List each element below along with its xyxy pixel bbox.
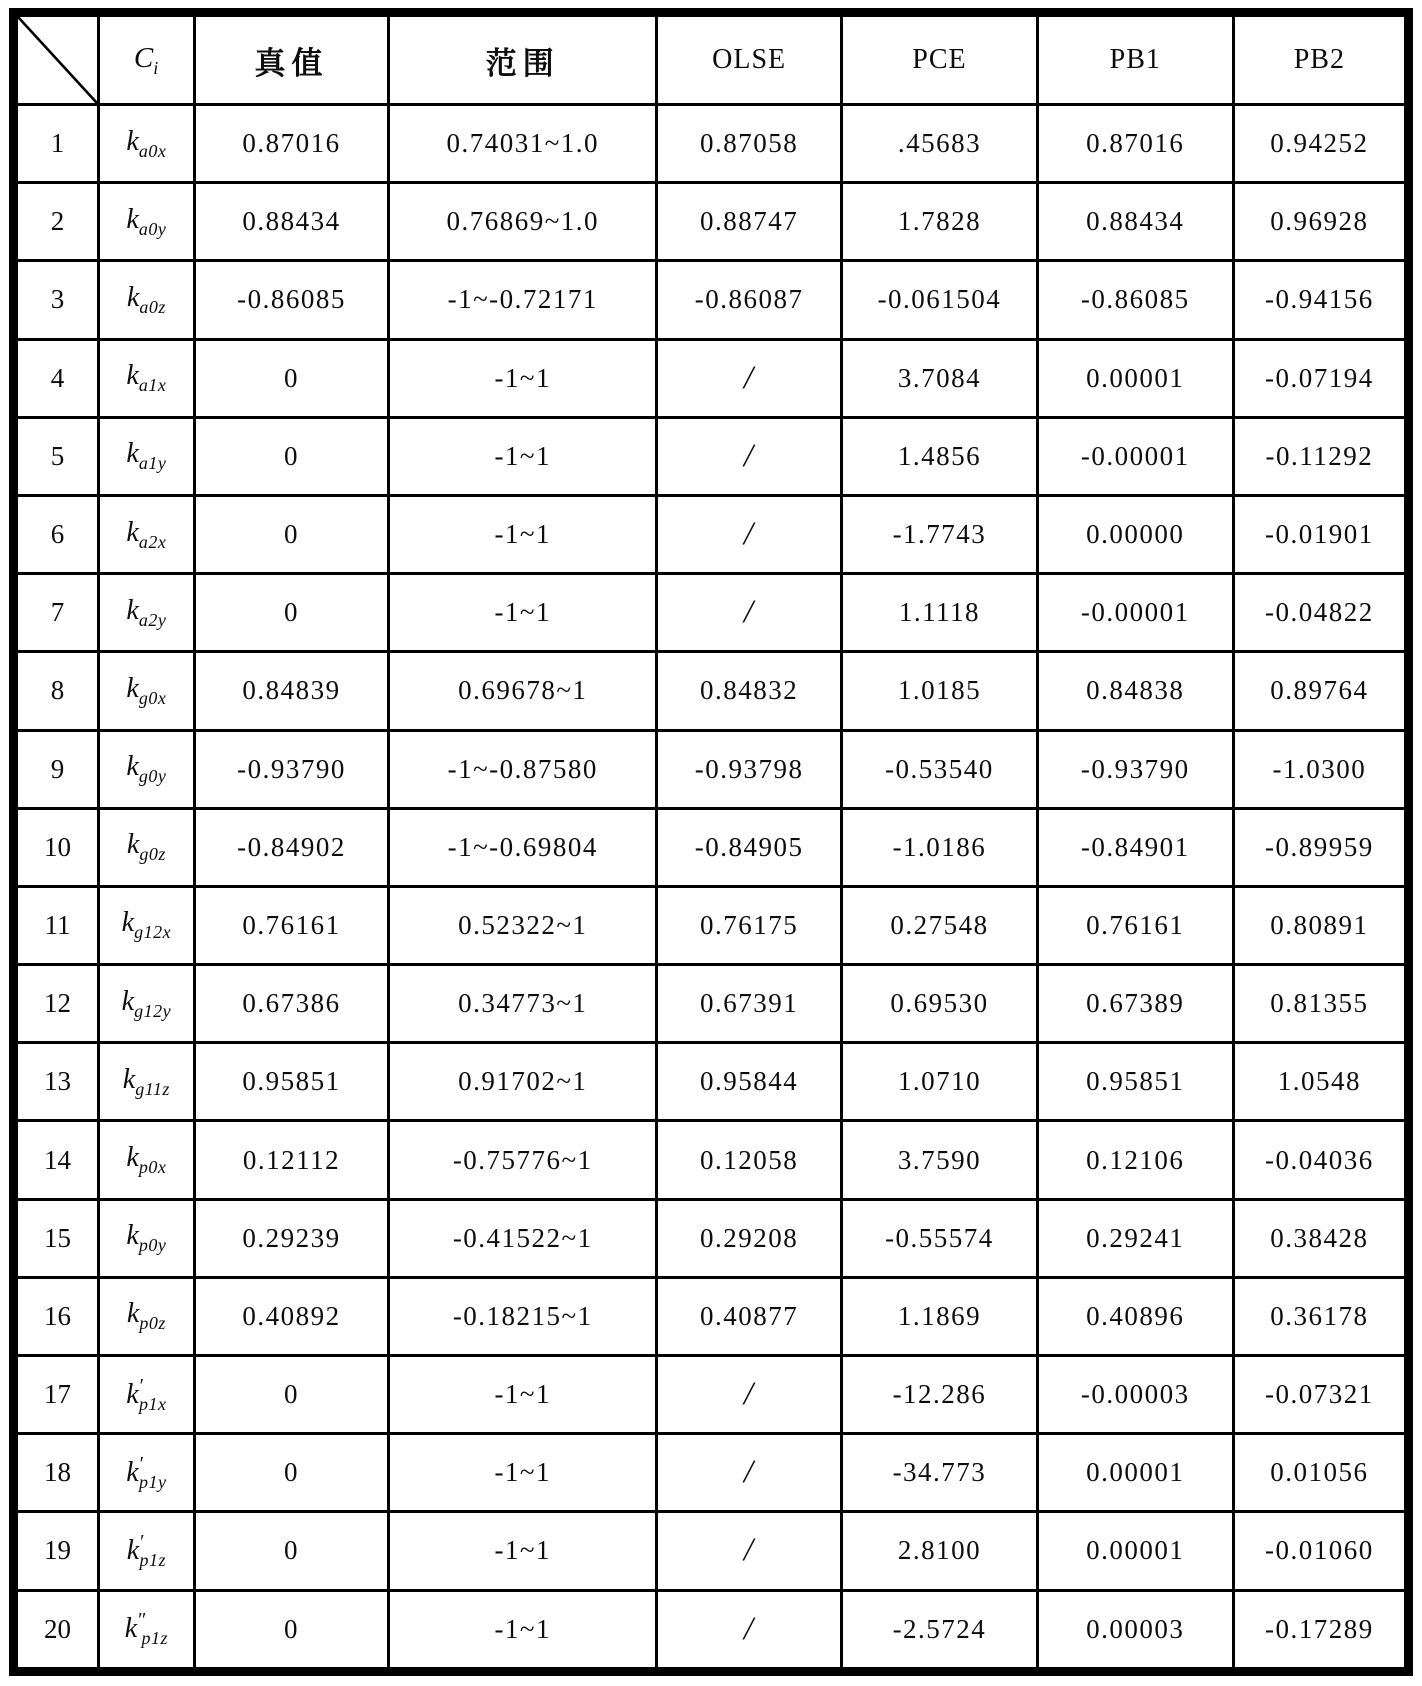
cell-pb2: 0.01056 [1233, 1434, 1405, 1512]
table-body [17, 105, 1406, 1669]
table-row [17, 886, 1406, 964]
cell-range: 0.34773~1 [389, 965, 657, 1043]
cell-range: -1~1 [389, 1434, 657, 1512]
row-number: 16 [17, 1277, 99, 1355]
cell-pb1: -0.93790 [1037, 730, 1233, 808]
cell-pb1: 0.29241 [1037, 1199, 1233, 1277]
row-number: 10 [17, 808, 99, 886]
cell-olse: 0.67391 [657, 965, 842, 1043]
cell-range: 0.76869~1.0 [389, 183, 657, 261]
table-row [17, 495, 1406, 573]
table-row [17, 1199, 1406, 1277]
cell-olse: / [657, 495, 842, 573]
cell-pce: -0.55574 [842, 1199, 1038, 1277]
cell-pce: 0.69530 [842, 965, 1038, 1043]
cell-pce: 0.27548 [842, 886, 1038, 964]
coefficient-symbol: $k_{a0y}$ [98, 183, 194, 261]
coefficient-symbol: $k_{g11z}$ [98, 1043, 194, 1121]
cell-true-value: 0.88434 [194, 183, 388, 261]
cell-pb1: -0.86085 [1037, 261, 1233, 339]
cell-pb1: 0.00001 [1037, 1512, 1233, 1590]
cell-pce: -0.061504 [842, 261, 1038, 339]
table-row [17, 1043, 1406, 1121]
cell-pce: -12.286 [842, 1356, 1038, 1434]
cell-pce: 2.8100 [842, 1512, 1038, 1590]
cell-pb1: -0.84901 [1037, 808, 1233, 886]
row-number: 11 [17, 886, 99, 964]
col-header-ci [98, 16, 194, 105]
coefficient-symbol: $k_{a0x}$ [98, 105, 194, 183]
cell-range: -1~1 [389, 1512, 657, 1590]
cell-pce: -2.5724 [842, 1590, 1038, 1668]
coefficient-symbol: $k_{g0y}$ [98, 730, 194, 808]
cell-range: 0.91702~1 [389, 1043, 657, 1121]
table-row [17, 417, 1406, 495]
coefficient-symbol: $k_{a2x}$ [98, 495, 194, 573]
row-number: 13 [17, 1043, 99, 1121]
cell-range: -1~-0.72171 [389, 261, 657, 339]
cell-true-value: 0.84839 [194, 652, 388, 730]
cell-pb2: -0.17289 [1233, 1590, 1405, 1668]
cell-pb1: 0.76161 [1037, 886, 1233, 964]
cell-pce: -0.53540 [842, 730, 1038, 808]
cell-pb2: 0.38428 [1233, 1199, 1405, 1277]
cell-true-value: 0 [194, 1590, 388, 1668]
col-header-pb1: PB1 [1037, 16, 1233, 105]
coefficient-symbol: $k_{g0x}$ [98, 652, 194, 730]
cell-olse: 0.76175 [657, 886, 842, 964]
cell-true-value: 0 [194, 1434, 388, 1512]
cell-pb1: 0.00003 [1037, 1590, 1233, 1668]
cell-true-value: -0.93790 [194, 730, 388, 808]
ci-base: C [133, 41, 154, 74]
col-header-range: 范围 [389, 16, 657, 105]
cell-pb2: -0.07194 [1233, 339, 1405, 417]
table-row [17, 183, 1406, 261]
cell-pb2: 0.81355 [1233, 965, 1405, 1043]
cell-olse: 0.29208 [657, 1199, 842, 1277]
cell-pb1: -0.00003 [1037, 1356, 1233, 1434]
coefficient-symbol: $k_{p0z}$ [98, 1277, 194, 1355]
diagonal-line-icon [18, 17, 97, 103]
cell-true-value: 0 [194, 339, 388, 417]
cell-pb1: 0.00000 [1037, 495, 1233, 573]
col-header-pce: PCE [842, 16, 1038, 105]
cell-pb2: 1.0548 [1233, 1043, 1405, 1121]
cell-true-value: 0.40892 [194, 1277, 388, 1355]
cell-true-value: 0 [194, 574, 388, 652]
row-number: 2 [17, 183, 99, 261]
cell-true-value: 0.67386 [194, 965, 388, 1043]
table-row [17, 652, 1406, 730]
cell-true-value: 0 [194, 495, 388, 573]
row-number: 19 [17, 1512, 99, 1590]
row-number: 15 [17, 1199, 99, 1277]
cell-true-value: 0.87016 [194, 105, 388, 183]
cell-pb1: 0.67389 [1037, 965, 1233, 1043]
table-row [17, 965, 1406, 1043]
cell-pb2: -1.0300 [1233, 730, 1405, 808]
cell-true-value: 0 [194, 1512, 388, 1590]
row-number: 18 [17, 1434, 99, 1512]
cell-olse: / [657, 574, 842, 652]
coefficient-symbol: $k_{p0y}$ [98, 1199, 194, 1277]
cell-true-value: 0.76161 [194, 886, 388, 964]
corner-cell [17, 16, 99, 105]
cell-pb1: 0.84838 [1037, 652, 1233, 730]
cell-pb1: 0.95851 [1037, 1043, 1233, 1121]
row-number: 14 [17, 1121, 99, 1199]
cell-range: 0.69678~1 [389, 652, 657, 730]
cell-olse: 0.84832 [657, 652, 842, 730]
cell-pb2: 0.36178 [1233, 1277, 1405, 1355]
col-header-pb2: PB2 [1233, 16, 1405, 105]
coefficient-symbol: $k'_{p1y}$ [98, 1434, 194, 1512]
coefficient-symbol: $k_{a0z}$ [98, 261, 194, 339]
cell-pb2: 0.96928 [1233, 183, 1405, 261]
cell-range: -1~1 [389, 417, 657, 495]
col-header-true-value: 真值 [194, 16, 388, 105]
cell-pb2: -0.01060 [1233, 1512, 1405, 1590]
cell-range: -0.75776~1 [389, 1121, 657, 1199]
cell-olse: / [657, 1434, 842, 1512]
coefficient-symbol: $k_{g0z}$ [98, 808, 194, 886]
coefficient-table-frame [9, 8, 1413, 1676]
row-number: 3 [17, 261, 99, 339]
cell-pb2: 0.94252 [1233, 105, 1405, 183]
table-row [17, 1277, 1406, 1355]
table-row [17, 261, 1406, 339]
cell-pce: 1.0185 [842, 652, 1038, 730]
cell-pb2: 0.80891 [1233, 886, 1405, 964]
cell-pb1: 0.87016 [1037, 105, 1233, 183]
table-row [17, 1434, 1406, 1512]
cell-pb1: 0.88434 [1037, 183, 1233, 261]
row-number: 12 [17, 965, 99, 1043]
row-number: 8 [17, 652, 99, 730]
cell-olse: -0.86087 [657, 261, 842, 339]
cell-olse: -0.93798 [657, 730, 842, 808]
cell-range: -1~1 [389, 339, 657, 417]
cell-pb2: -0.89959 [1233, 808, 1405, 886]
cell-olse: 0.87058 [657, 105, 842, 183]
cell-true-value: -0.84902 [194, 808, 388, 886]
cell-pb2: -0.94156 [1233, 261, 1405, 339]
row-number: 7 [17, 574, 99, 652]
cell-range: -1~1 [389, 574, 657, 652]
cell-true-value: 0.12112 [194, 1121, 388, 1199]
table-header [17, 16, 1406, 105]
cell-range: -1~1 [389, 1590, 657, 1668]
cell-olse: / [657, 1356, 842, 1434]
table-row [17, 105, 1406, 183]
header-row [17, 16, 1406, 105]
cell-pb1: 0.00001 [1037, 339, 1233, 417]
cell-range: 0.52322~1 [389, 886, 657, 964]
table-row [17, 574, 1406, 652]
cell-olse: / [657, 339, 842, 417]
table-row [17, 1121, 1406, 1199]
table-row [17, 730, 1406, 808]
row-number: 20 [17, 1590, 99, 1668]
cell-range: -0.18215~1 [389, 1277, 657, 1355]
cell-pce: -34.773 [842, 1434, 1038, 1512]
coefficient-symbol: $k_{a1y}$ [98, 417, 194, 495]
cell-range: -0.41522~1 [389, 1199, 657, 1277]
cell-olse: / [657, 1590, 842, 1668]
table-row [17, 1512, 1406, 1590]
cell-pce: 1.1869 [842, 1277, 1038, 1355]
cell-true-value: 0 [194, 1356, 388, 1434]
cell-true-value: 0.29239 [194, 1199, 388, 1277]
cell-pb2: -0.04822 [1233, 574, 1405, 652]
coefficient-symbol: $k'_{p1x}$ [98, 1356, 194, 1434]
cell-olse: 0.12058 [657, 1121, 842, 1199]
cell-range: -1~1 [389, 495, 657, 573]
coefficient-symbol: $k''_{p1z}$ [98, 1590, 194, 1668]
ci-sub: i [153, 57, 159, 78]
cell-pce: -1.0186 [842, 808, 1038, 886]
row-number: 17 [17, 1356, 99, 1434]
coefficient-symbol: $k_{g12y}$ [98, 965, 194, 1043]
cell-true-value: -0.86085 [194, 261, 388, 339]
cell-true-value: 0 [194, 417, 388, 495]
cell-pb2: -0.04036 [1233, 1121, 1405, 1199]
table-row [17, 808, 1406, 886]
cell-olse: 0.88747 [657, 183, 842, 261]
cell-true-value: 0.95851 [194, 1043, 388, 1121]
cell-pb1: 0.40896 [1037, 1277, 1233, 1355]
cell-pce: 1.1118 [842, 574, 1038, 652]
table-row [17, 1590, 1406, 1668]
row-number: 1 [17, 105, 99, 183]
cell-pce: 1.7828 [842, 183, 1038, 261]
cell-pb1: -0.00001 [1037, 574, 1233, 652]
coefficient-table [15, 14, 1407, 1670]
cell-olse: 0.40877 [657, 1277, 842, 1355]
cell-olse: / [657, 417, 842, 495]
row-number: 6 [17, 495, 99, 573]
coefficient-symbol: $k_{a1x}$ [98, 339, 194, 417]
cell-pb2: -0.11292 [1233, 417, 1405, 495]
table-row [17, 339, 1406, 417]
cell-range: -1~-0.69804 [389, 808, 657, 886]
cell-pce: 1.0710 [842, 1043, 1038, 1121]
cell-pb1: 0.00001 [1037, 1434, 1233, 1512]
cell-range: 0.74031~1.0 [389, 105, 657, 183]
cell-pb2: -0.01901 [1233, 495, 1405, 573]
row-number: 5 [17, 417, 99, 495]
cell-pce: 3.7084 [842, 339, 1038, 417]
row-number: 9 [17, 730, 99, 808]
cell-range: -1~-0.87580 [389, 730, 657, 808]
cell-pb1: 0.12106 [1037, 1121, 1233, 1199]
cell-pb1: -0.00001 [1037, 417, 1233, 495]
cell-pce: 1.4856 [842, 417, 1038, 495]
row-number: 4 [17, 339, 99, 417]
cell-olse: 0.95844 [657, 1043, 842, 1121]
coefficient-symbol: $k_{p0x}$ [98, 1121, 194, 1199]
table-row [17, 1356, 1406, 1434]
cell-pb2: -0.07321 [1233, 1356, 1405, 1434]
coefficient-symbol: $k'_{p1z}$ [98, 1512, 194, 1590]
coefficient-symbol: $k_{a2y}$ [98, 574, 194, 652]
cell-pce: 3.7590 [842, 1121, 1038, 1199]
cell-range: -1~1 [389, 1356, 657, 1434]
cell-pce: .45683 [842, 105, 1038, 183]
coefficient-symbol: $k_{g12x}$ [98, 886, 194, 964]
cell-pce: -1.7743 [842, 495, 1038, 573]
cell-olse: / [657, 1512, 842, 1590]
cell-olse: -0.84905 [657, 808, 842, 886]
cell-pb2: 0.89764 [1233, 652, 1405, 730]
col-header-olse: OLSE [657, 16, 842, 105]
